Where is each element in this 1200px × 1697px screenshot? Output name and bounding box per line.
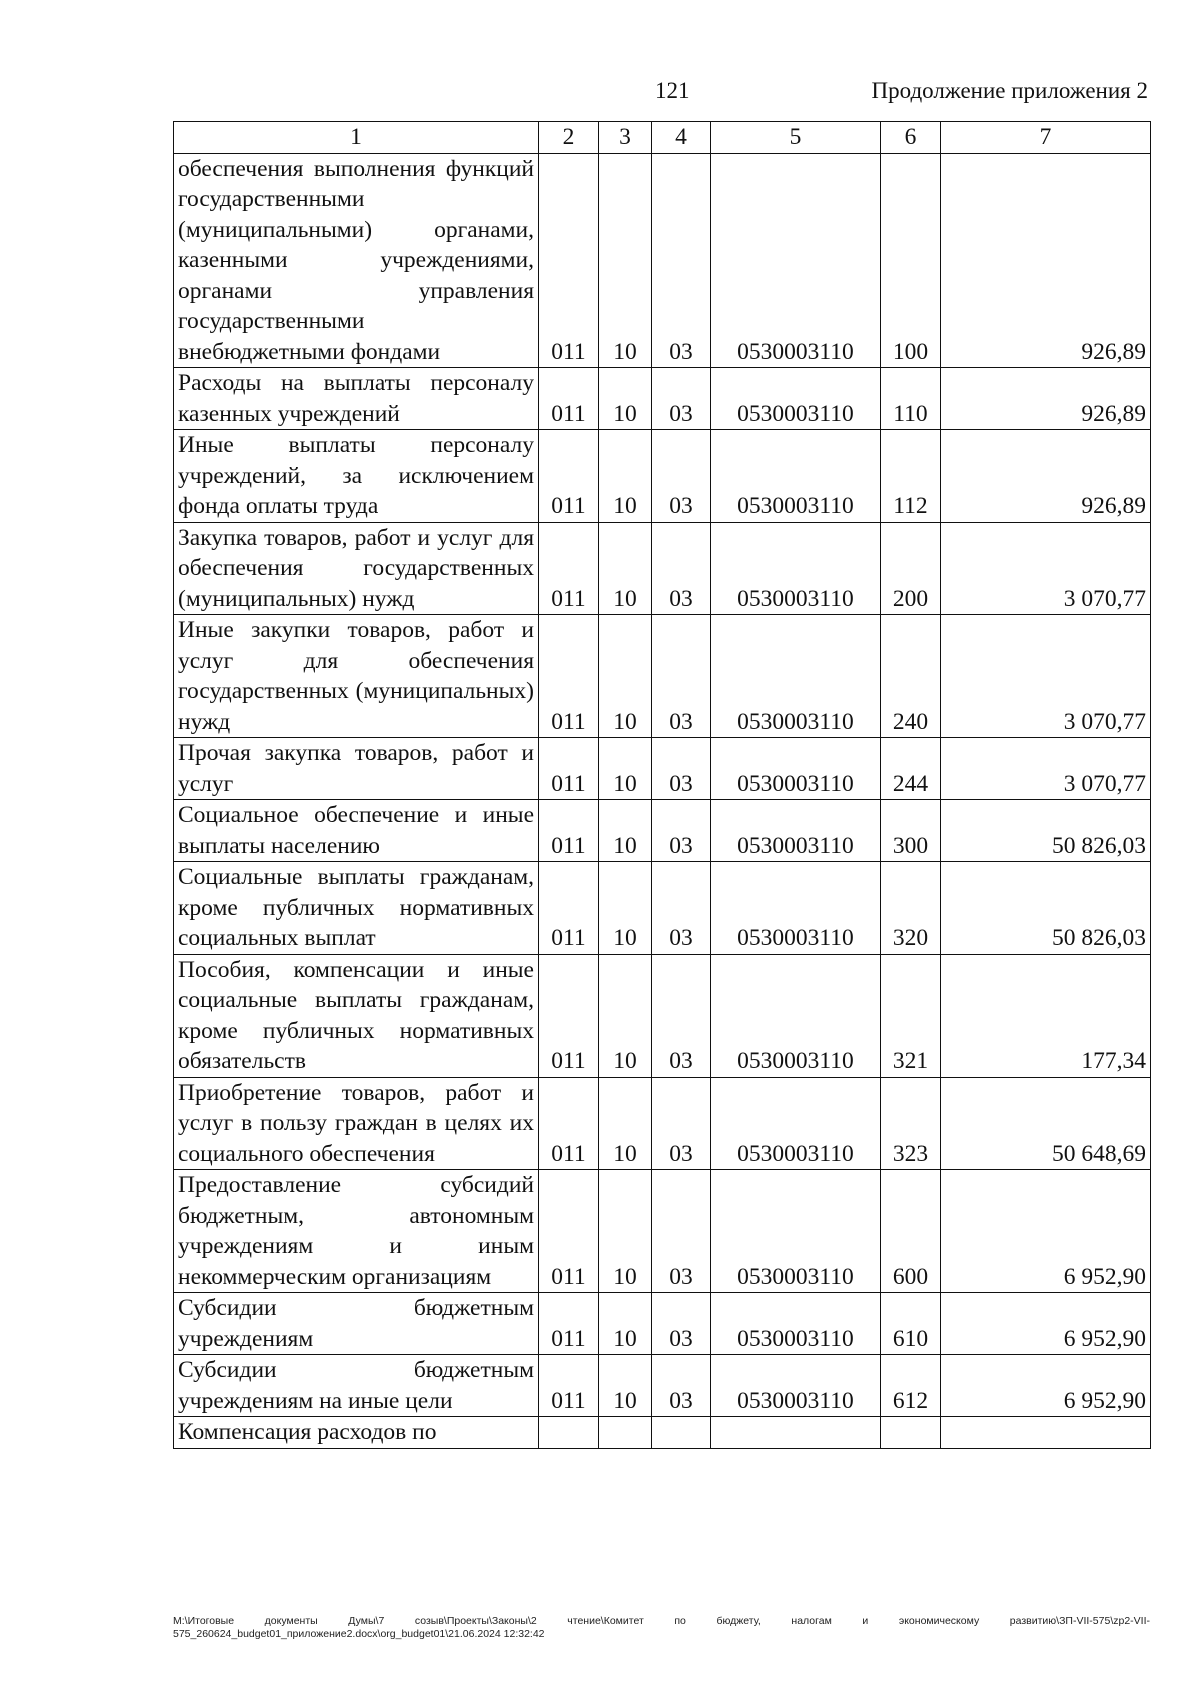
table-row: [174, 1417, 1151, 1449]
expense-type-code: 300: [881, 800, 941, 862]
subsection-code: 03: [652, 1077, 711, 1170]
target-article-code: 0530003110: [711, 1077, 881, 1170]
column-header-7: 7: [941, 122, 1151, 154]
section-code: 10: [599, 615, 652, 738]
ministry-code: 011: [539, 368, 599, 430]
ministry-code: 011: [539, 153, 599, 368]
expense-type-code: [881, 1417, 941, 1449]
section-code: [599, 1417, 652, 1449]
continuation-label: Продолжение приложения 2: [871, 78, 1148, 103]
expense-type-code: 100: [881, 153, 941, 368]
section-code: 10: [599, 430, 652, 523]
ministry-code: [539, 1417, 599, 1449]
table-row: [174, 738, 1151, 800]
ministry-code: 011: [539, 1355, 599, 1417]
expense-type-code: 323: [881, 1077, 941, 1170]
row-description: Предоставление субсидий бюджетным, автономным учреждениям и иным некоммерческим организациям: [174, 1170, 539, 1293]
ministry-code: 011: [539, 862, 599, 955]
table-row: [174, 800, 1151, 862]
target-article-code: 0530003110: [711, 153, 881, 368]
page-number: 121: [655, 78, 690, 103]
section-code: 10: [599, 368, 652, 430]
row-description: Иные выплаты персоналу учреждений, за исключением фонда оплаты труда: [174, 430, 539, 523]
target-article-code: 0530003110: [711, 862, 881, 955]
section-code: 10: [599, 1170, 652, 1293]
table-row: [174, 522, 1151, 615]
table-row: [174, 862, 1151, 955]
target-article-code: 0530003110: [711, 1355, 881, 1417]
amount: 6 952,90: [941, 1170, 1151, 1293]
amount: [941, 1417, 1151, 1449]
header-row: [174, 122, 1151, 154]
table-row: [174, 430, 1151, 523]
amount: 926,89: [941, 153, 1151, 368]
target-article-code: 0530003110: [711, 615, 881, 738]
row-description: Приобретение товаров, работ и услуг в пользу граждан в целях их социального обеспечения: [174, 1077, 539, 1170]
target-article-code: [711, 1417, 881, 1449]
expense-type-code: 240: [881, 615, 941, 738]
column-header-1: 1: [174, 122, 539, 154]
document-file-path: M:\Итоговые документы Думы\7 созыв\Проекты\Законы\2 чтение\Комитет по бюджету, налогам и экономическому развитию\ЗП-VII-575\zp2-VII-575_260624_budget01_приложение2.docx\org_budget01\21.06.2024 12:32:42: [173, 1615, 1150, 1640]
expense-type-code: 112: [881, 430, 941, 523]
section-code: 10: [599, 522, 652, 615]
table-row: [174, 1355, 1151, 1417]
column-header-4: 4: [652, 122, 711, 154]
table-row: [174, 1293, 1151, 1355]
amount: 6 952,90: [941, 1293, 1151, 1355]
row-description: Субсидии бюджетным учреждениям: [174, 1293, 539, 1355]
target-article-code: 0530003110: [711, 368, 881, 430]
ministry-code: 011: [539, 615, 599, 738]
ministry-code: 011: [539, 430, 599, 523]
section-code: 10: [599, 153, 652, 368]
row-description: Компенсация расходов по: [174, 1417, 539, 1449]
table-row: [174, 1170, 1151, 1293]
target-article-code: 0530003110: [711, 738, 881, 800]
section-code: 10: [599, 954, 652, 1077]
amount: 177,34: [941, 954, 1151, 1077]
amount: 3 070,77: [941, 522, 1151, 615]
amount: 50 826,03: [941, 862, 1151, 955]
expense-type-code: 200: [881, 522, 941, 615]
subsection-code: 03: [652, 430, 711, 523]
ministry-code: 011: [539, 522, 599, 615]
subsection-code: 03: [652, 368, 711, 430]
subsection-code: 03: [652, 1293, 711, 1355]
subsection-code: [652, 1417, 711, 1449]
subsection-code: 03: [652, 615, 711, 738]
subsection-code: 03: [652, 1355, 711, 1417]
table-row: [174, 954, 1151, 1077]
row-description: Закупка товаров, работ и услуг для обеспечения государственных (муниципальных) нужд: [174, 522, 539, 615]
amount: 926,89: [941, 368, 1151, 430]
section-code: 10: [599, 738, 652, 800]
budget-table: [173, 121, 1151, 1449]
amount: 6 952,90: [941, 1355, 1151, 1417]
expense-type-code: 610: [881, 1293, 941, 1355]
row-description: Социальные выплаты гражданам, кроме публичных нормативных социальных выплат: [174, 862, 539, 955]
section-code: 10: [599, 800, 652, 862]
column-header-5: 5: [711, 122, 881, 154]
expense-type-code: 612: [881, 1355, 941, 1417]
row-description: Пособия, компенсации и иные социальные выплаты гражданам, кроме публичных нормативных обязательств: [174, 954, 539, 1077]
subsection-code: 03: [652, 800, 711, 862]
ministry-code: 011: [539, 1170, 599, 1293]
target-article-code: 0530003110: [711, 1170, 881, 1293]
expense-type-code: 320: [881, 862, 941, 955]
target-article-code: 0530003110: [711, 954, 881, 1077]
column-header-6: 6: [881, 122, 941, 154]
subsection-code: 03: [652, 153, 711, 368]
expense-type-code: 321: [881, 954, 941, 1077]
ministry-code: 011: [539, 1293, 599, 1355]
section-code: 10: [599, 1293, 652, 1355]
expense-type-code: 110: [881, 368, 941, 430]
amount: 3 070,77: [941, 738, 1151, 800]
ministry-code: 011: [539, 800, 599, 862]
section-code: 10: [599, 862, 652, 955]
section-code: 10: [599, 1077, 652, 1170]
ministry-code: 011: [539, 738, 599, 800]
expense-type-code: 600: [881, 1170, 941, 1293]
column-header-2: 2: [539, 122, 599, 154]
target-article-code: 0530003110: [711, 430, 881, 523]
target-article-code: 0530003110: [711, 522, 881, 615]
table-row: [174, 153, 1151, 368]
column-header-3: 3: [599, 122, 652, 154]
amount: 50 648,69: [941, 1077, 1151, 1170]
subsection-code: 03: [652, 738, 711, 800]
row-description: Субсидии бюджетным учреждениям на иные цели: [174, 1355, 539, 1417]
subsection-code: 03: [652, 1170, 711, 1293]
subsection-code: 03: [652, 522, 711, 615]
amount: 3 070,77: [941, 615, 1151, 738]
row-description: обеспечения выполнения функций государственными (муниципальными) органами, казенными учреждениями, органами управления государственными внебюджетными фондами: [174, 153, 539, 368]
row-description: Социальное обеспечение и иные выплаты населению: [174, 800, 539, 862]
section-code: 10: [599, 1355, 652, 1417]
table-row: [174, 368, 1151, 430]
expense-type-code: 244: [881, 738, 941, 800]
target-article-code: 0530003110: [711, 800, 881, 862]
subsection-code: 03: [652, 954, 711, 1077]
ministry-code: 011: [539, 954, 599, 1077]
table-row: [174, 1077, 1151, 1170]
amount: 926,89: [941, 430, 1151, 523]
amount: 50 826,03: [941, 800, 1151, 862]
row-description: Иные закупки товаров, работ и услуг для обеспечения государственных (муниципальных) нужд: [174, 615, 539, 738]
subsection-code: 03: [652, 862, 711, 955]
row-description: Расходы на выплаты персоналу казенных учреждений: [174, 368, 539, 430]
row-description: Прочая закупка товаров, работ и услуг: [174, 738, 539, 800]
ministry-code: 011: [539, 1077, 599, 1170]
target-article-code: 0530003110: [711, 1293, 881, 1355]
table-row: [174, 615, 1151, 738]
